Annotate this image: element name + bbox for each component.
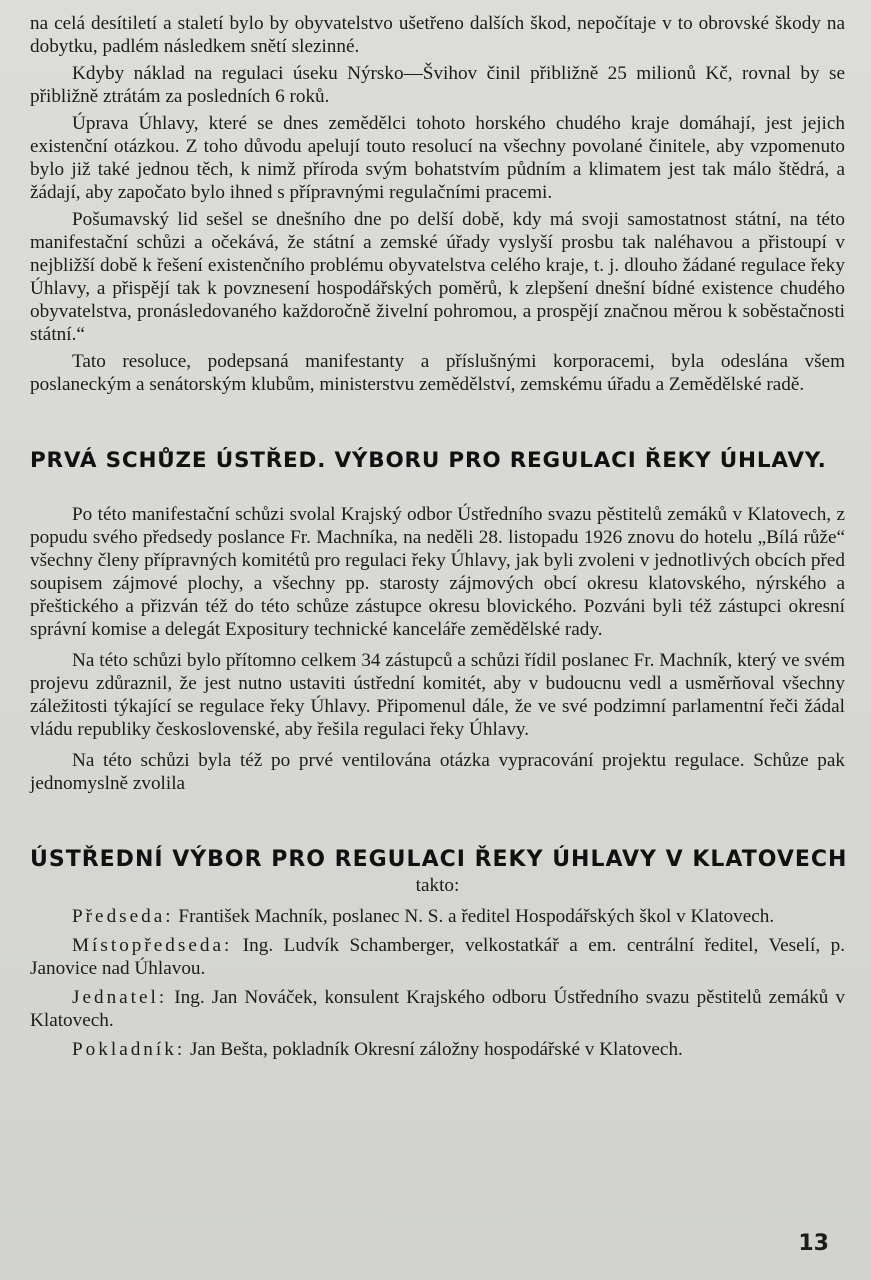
- page-number: 13: [798, 1231, 829, 1256]
- role-text: Ing. Ludvík Schamberger, velkostatkář a em. centrální ředitel, Veselí, p. Janovice nad Úhlavou.: [30, 935, 845, 979]
- role-title: Jednatel:: [72, 987, 168, 1008]
- role-text: Ing. Jan Nováček, konsulent Krajského odboru Ústředního svazu pěstitelů zemáků v Klatovech.: [30, 987, 846, 1031]
- paragraph: Na této schůzi byla též po prvé ventilována otázka vypracování projektu regulace. Schůze pak jednomyslně zvolila: [30, 750, 845, 794]
- paragraph: Na této schůzi bylo přítomno celkem 34 zástupců a schůzi řídil poslanec Fr. Machník, který ve svém projevu zdůraznil, že jest nutno ustaviti ústřední komitét, aby v budoucnu vedl a usměrňoval všechny záležitosti týkající se regulace řeky Úhlavy. Připomenul dále, že ve své podzimní parlamentní řeči žádal vládu republiky československé, aby řešila regulaci řeky Úhlavy.: [30, 650, 845, 740]
- paragraph: Úprava Úhlavy, které se dnes zemědělci tohoto horského chudého kraje domáhají, jest jejich existenční otázkou. Z toho důvodu apelují touto resolucí na všechny povolané činitele, aby vzpomenuto bylo již také jednou těch, k nimž příroda svým bohatstvím půdním a klimatem jest tak málo štědrá, a žádají, aby započato bylo ihned s přípravnými regulačními pracemi.: [30, 113, 845, 203]
- role-text: Jan Bešta, pokladník Okresní záložny hospodářské v Klatovech.: [189, 1039, 683, 1060]
- committee-member: [30, 905, 845, 928]
- paragraph: Kdyby náklad na regulaci úseku Nýrsko—Švihov činil přibližně 25 milionů Kč, rovnal by se přibližně ztrátám za posledních 6 roků.: [30, 63, 845, 107]
- role-title: Předseda:: [72, 906, 174, 927]
- resolution-section: [30, 12, 845, 396]
- committee-member: [30, 986, 845, 1032]
- role-title: Místopředseda:: [72, 935, 233, 956]
- paragraph: na celá desítiletí a staletí bylo by obyvatelstvo ušetřeno dalších škod, nepočítaje v to obrovské škody na dobytku, padlém následkem snětí slezinné.: [30, 13, 845, 57]
- meeting-section: [30, 503, 845, 795]
- role-text: František Machník, poslanec N. S. a ředitel Hospodářských škol v Klatovech.: [178, 906, 775, 927]
- paragraph: Tato resoluce, podepsaná manifestanty a příslušnými korporacemi, byla odeslána všem poslaneckým a senátorským klubům, ministerstvu zemědělství, zemskému úřadu a Zemědělské radě.: [30, 351, 845, 395]
- role-title: Pokladník:: [72, 1039, 186, 1060]
- takto-label: takto:: [415, 875, 460, 896]
- committee-list: [30, 905, 845, 1061]
- section-heading: PRVÁ SCHŮZE ÚSTŘED. VÝBORU PRO REGULACI ŘEKY ÚHLAVY.: [30, 448, 827, 473]
- section-heading: ÚSTŘEDNÍ VÝBOR PRO REGULACI ŘEKY ÚHLAVY V KLATOVECH: [30, 847, 848, 872]
- committee-member: [30, 1038, 845, 1061]
- paragraph: Pošumavský lid sešel se dnešního dne po delší době, kdy má svoji samostatnost státní, na této manifestační schůzi a očekává, že státní a zemské úřady vyslyší prosbu tak naléhavou a přistoupí v nejbližší době k řešení existenčního problému obyvatelstva celého kraje, t. j. dlouho žádané regulace řeky Úhlavy, a přispějí tak k povznesení hospodářských poměrů, k zlepšení dnešní bídné existence chudého obyvatelstva, pronásledovaného každoročně živelní pohromou, a prospějí značnou měrou k soběstačnosti státní.“: [30, 209, 845, 345]
- committee-member: [30, 934, 845, 980]
- paragraph: Po této manifestační schůzi svolal Krajský odbor Ústředního svazu pěstitelů zemáků v Klatovech, z popudu svého předsedy poslance Fr. Machníka, na neděli 28. listopadu 1926 znovu do hotelu „Bílá růže“ všechny členy přípravných komitétů pro regulaci řeky Úhlavy, jak byli zvoleni v jednotlivých obcích před soupisem zájmové plochy, a všechny pp. starosty zájmových obcí okresu klatovského, nýrského a přeštického a přizván též do této schůze zástupce okresu blovického. Pozváni byli též zástupci okresní správní komise a delegát Expositury technické kanceláře zemědělské rady.: [30, 504, 845, 640]
